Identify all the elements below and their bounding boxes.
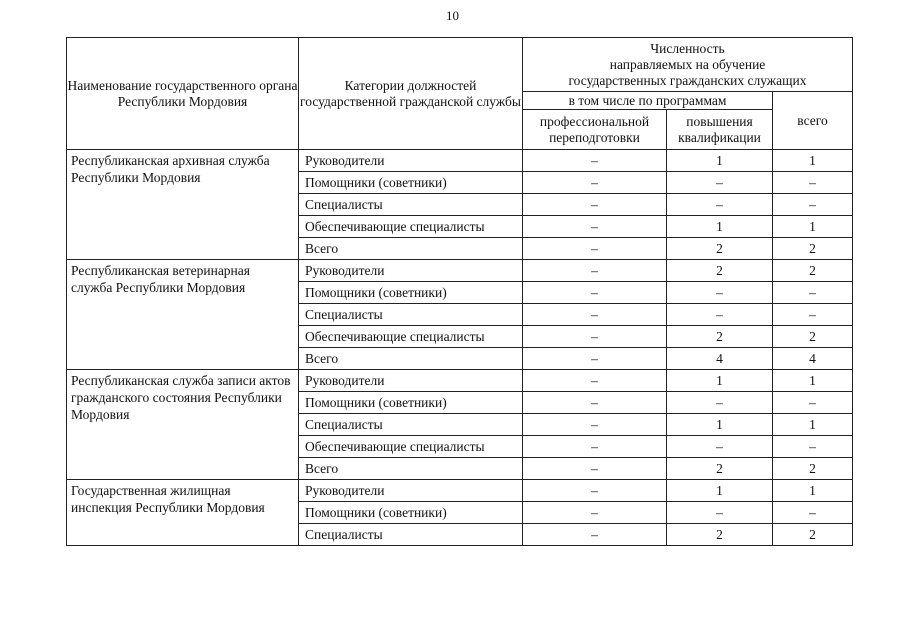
retraining-cell: –: [523, 304, 667, 326]
retraining-cell: –: [523, 326, 667, 348]
total-cell: 2: [773, 458, 853, 480]
total-cell: 2: [773, 260, 853, 282]
qualification-cell: –: [667, 502, 773, 524]
table-row: [67, 370, 853, 392]
total-cell: –: [773, 282, 853, 304]
total-cell: –: [773, 172, 853, 194]
total-cell: 2: [773, 524, 853, 546]
total-cell: 4: [773, 348, 853, 370]
header-count-line3: государственных гражданских служащих: [568, 72, 807, 88]
total-cell: 2: [773, 238, 853, 260]
qualification-cell: –: [667, 304, 773, 326]
retraining-cell: –: [523, 414, 667, 436]
training-table: [66, 37, 853, 546]
header-category: Категории должностей государственной гражданской службы: [299, 38, 523, 150]
retraining-cell: –: [523, 524, 667, 546]
category-cell: Помощники (советники): [299, 392, 523, 414]
total-cell: 1: [773, 150, 853, 172]
retraining-cell: –: [523, 282, 667, 304]
qualification-cell: 1: [667, 150, 773, 172]
retraining-cell: –: [523, 436, 667, 458]
qualification-cell: 1: [667, 216, 773, 238]
total-cell: 1: [773, 480, 853, 502]
org-name-cell: Республиканская архивная служба Республики Мордовия: [67, 150, 299, 260]
total-cell: –: [773, 392, 853, 414]
qualification-cell: –: [667, 194, 773, 216]
header-retraining: профессиональной переподготовки: [523, 110, 667, 150]
qualification-cell: 4: [667, 348, 773, 370]
qualification-cell: 1: [667, 414, 773, 436]
qualification-cell: –: [667, 172, 773, 194]
retraining-cell: –: [523, 458, 667, 480]
table-header: [67, 38, 853, 150]
org-name-cell: Государственная жилищная инспекция Республики Мордовия: [67, 480, 299, 546]
retraining-cell: –: [523, 348, 667, 370]
category-cell: Помощники (советники): [299, 502, 523, 524]
total-cell: –: [773, 194, 853, 216]
category-cell: Всего: [299, 348, 523, 370]
retraining-cell: –: [523, 260, 667, 282]
category-cell: Руководители: [299, 150, 523, 172]
header-org-name: Наименование государственного органа Республики Мордовия: [67, 38, 299, 150]
header-count-line2: направляемых на обучение: [609, 56, 766, 72]
table-row: [67, 480, 853, 502]
total-cell: –: [773, 502, 853, 524]
total-cell: 2: [773, 326, 853, 348]
qualification-cell: 1: [667, 480, 773, 502]
category-cell: Всего: [299, 238, 523, 260]
category-cell: Специалисты: [299, 414, 523, 436]
table-row: [67, 150, 853, 172]
qualification-cell: –: [667, 392, 773, 414]
header-count: [523, 38, 853, 92]
org-name-cell: Республиканская ветеринарная служба Республики Мордовия: [67, 260, 299, 370]
header-qualification: повышения квалификации: [667, 110, 773, 150]
table-body: [67, 150, 853, 546]
category-cell: Специалисты: [299, 194, 523, 216]
qualification-cell: 2: [667, 458, 773, 480]
category-cell: Руководители: [299, 480, 523, 502]
table-row: [67, 260, 853, 282]
retraining-cell: –: [523, 370, 667, 392]
category-cell: Специалисты: [299, 304, 523, 326]
category-cell: Обеспечивающие специалисты: [299, 216, 523, 238]
retraining-cell: –: [523, 392, 667, 414]
retraining-cell: –: [523, 480, 667, 502]
category-cell: Обеспечивающие специалисты: [299, 436, 523, 458]
retraining-cell: –: [523, 238, 667, 260]
header-count-line1: Численность: [650, 40, 725, 56]
qualification-cell: 2: [667, 524, 773, 546]
qualification-cell: 2: [667, 260, 773, 282]
retraining-cell: –: [523, 172, 667, 194]
org-name-cell: Республиканская служба записи актов гражданского состояния Республики Мордовия: [67, 370, 299, 480]
retraining-cell: –: [523, 216, 667, 238]
category-cell: Специалисты: [299, 524, 523, 546]
total-cell: –: [773, 436, 853, 458]
category-cell: Обеспечивающие специалисты: [299, 326, 523, 348]
qualification-cell: 2: [667, 238, 773, 260]
retraining-cell: –: [523, 194, 667, 216]
qualification-cell: –: [667, 282, 773, 304]
category-cell: Руководители: [299, 260, 523, 282]
total-cell: 1: [773, 370, 853, 392]
category-cell: Руководители: [299, 370, 523, 392]
category-cell: Помощники (советники): [299, 172, 523, 194]
qualification-cell: 2: [667, 326, 773, 348]
category-cell: Всего: [299, 458, 523, 480]
total-cell: 1: [773, 414, 853, 436]
retraining-cell: –: [523, 150, 667, 172]
qualification-cell: 1: [667, 370, 773, 392]
header-total: всего: [773, 92, 853, 150]
header-programs: в том числе по программам: [523, 92, 773, 110]
category-cell: Помощники (советники): [299, 282, 523, 304]
page-number: 10: [446, 8, 459, 23]
qualification-cell: –: [667, 436, 773, 458]
total-cell: 1: [773, 216, 853, 238]
total-cell: –: [773, 304, 853, 326]
retraining-cell: –: [523, 502, 667, 524]
